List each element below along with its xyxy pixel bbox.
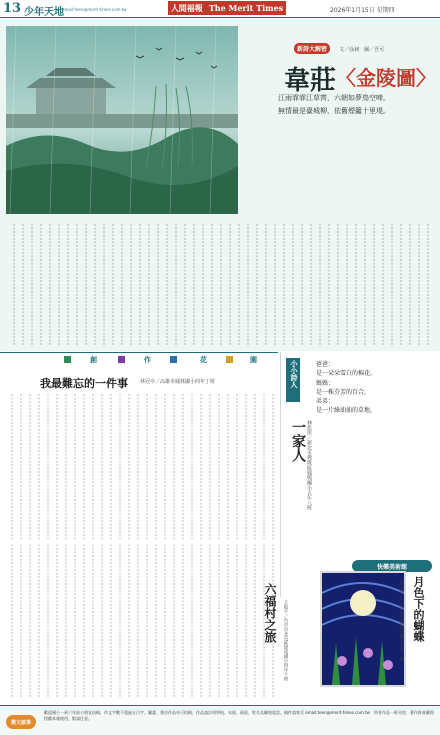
banner-square <box>118 356 125 363</box>
feature-poem <box>278 92 390 119</box>
poem-line: 爸爸： <box>316 361 335 368</box>
poem-author: 林思彤／新北市鶯歌區鳳鳴國小五年八班 <box>306 420 312 510</box>
butterfly-artwork <box>320 571 406 687</box>
painting-illustration <box>6 26 238 214</box>
little-poet-tag <box>286 358 300 402</box>
art-gallery-tag: 快樂美術館 <box>352 560 432 572</box>
essay-author: 林冠亭／高雄市鳳林國小四年丁班 <box>140 379 216 385</box>
submission-badge: 徵文啟事 <box>6 715 36 729</box>
section-title: 少年天地 <box>24 7 64 18</box>
section-email[interactable]: email:teen@merit-times.com.tw <box>62 7 127 12</box>
article-body-upper <box>244 118 434 228</box>
column-title: 六福村之旅 <box>263 583 277 643</box>
submission-notice <box>0 705 440 735</box>
artwork-title: 月色下的蝴蝶 <box>412 576 425 642</box>
essay-title: 我最難忘的一件事 <box>40 377 128 390</box>
banner-square <box>170 356 177 363</box>
logo-english: The Merit Times <box>208 3 284 13</box>
essay-body <box>6 392 276 700</box>
poem-line-2: 無情最是臺城柳，依舊煙籠十里堤。 <box>278 107 390 116</box>
feature-author: 韋莊 <box>284 66 337 96</box>
logo-chinese: 人間福報 <box>170 2 203 13</box>
page-header <box>0 0 440 18</box>
poem-line: 是一株芬芳的百合， <box>316 388 371 396</box>
banner-char: 作 <box>144 355 151 364</box>
banner-char: 園 <box>250 355 257 364</box>
banner-square <box>64 356 71 363</box>
poem-line: 媽媽： <box>316 379 335 387</box>
poem-body <box>316 360 438 416</box>
feature-series <box>294 36 384 55</box>
feature-title: 〈金陵圖〉 <box>336 66 436 90</box>
feature-article-body <box>6 222 436 348</box>
creation-garden-banner <box>0 352 278 366</box>
little-poet-label: 小小詩人 <box>290 360 299 388</box>
feature-credits: 文／涂昶 圖／吾可 <box>339 47 385 53</box>
poem-line: 是一片綠油油的草地， <box>316 407 377 415</box>
banner-square <box>226 356 233 363</box>
issue-date: 2026年1月15日 星期四 <box>330 7 395 14</box>
page-number: 13 <box>3 1 22 16</box>
poem-line-1: 江雨霏霏江草齊，六朝如夢鳥空啼。 <box>278 94 390 102</box>
banner-char: 花 <box>200 355 207 364</box>
poem-title: 一家人 <box>290 420 306 462</box>
column-author: 王振宇／台中市北屯區建成國小四年十班 <box>283 600 288 681</box>
poem-line: 是一朵朵雪白的棉花， <box>316 370 377 378</box>
poem-line: 弟弟： <box>316 398 335 406</box>
submission-text: 歡迎國小一到六年級小朋友投稿，作文字數不超過五百字。圖畫、書法作品亦可投稿，作品請註明學校、年級、班級、姓名及聯絡電話。稿件請寄至 email:teen@merit-times.com.tw 所有作品一經刊登，著作財產權即授權本報使用，敬請注意。 <box>44 710 434 721</box>
newspaper-logo <box>168 1 286 15</box>
banner-char: 創 <box>90 355 97 364</box>
artwork-author: 莫子棋／台中市北屯區建成國小五年二班 <box>399 580 404 661</box>
series-badge: 新詩大解密 <box>294 43 330 54</box>
